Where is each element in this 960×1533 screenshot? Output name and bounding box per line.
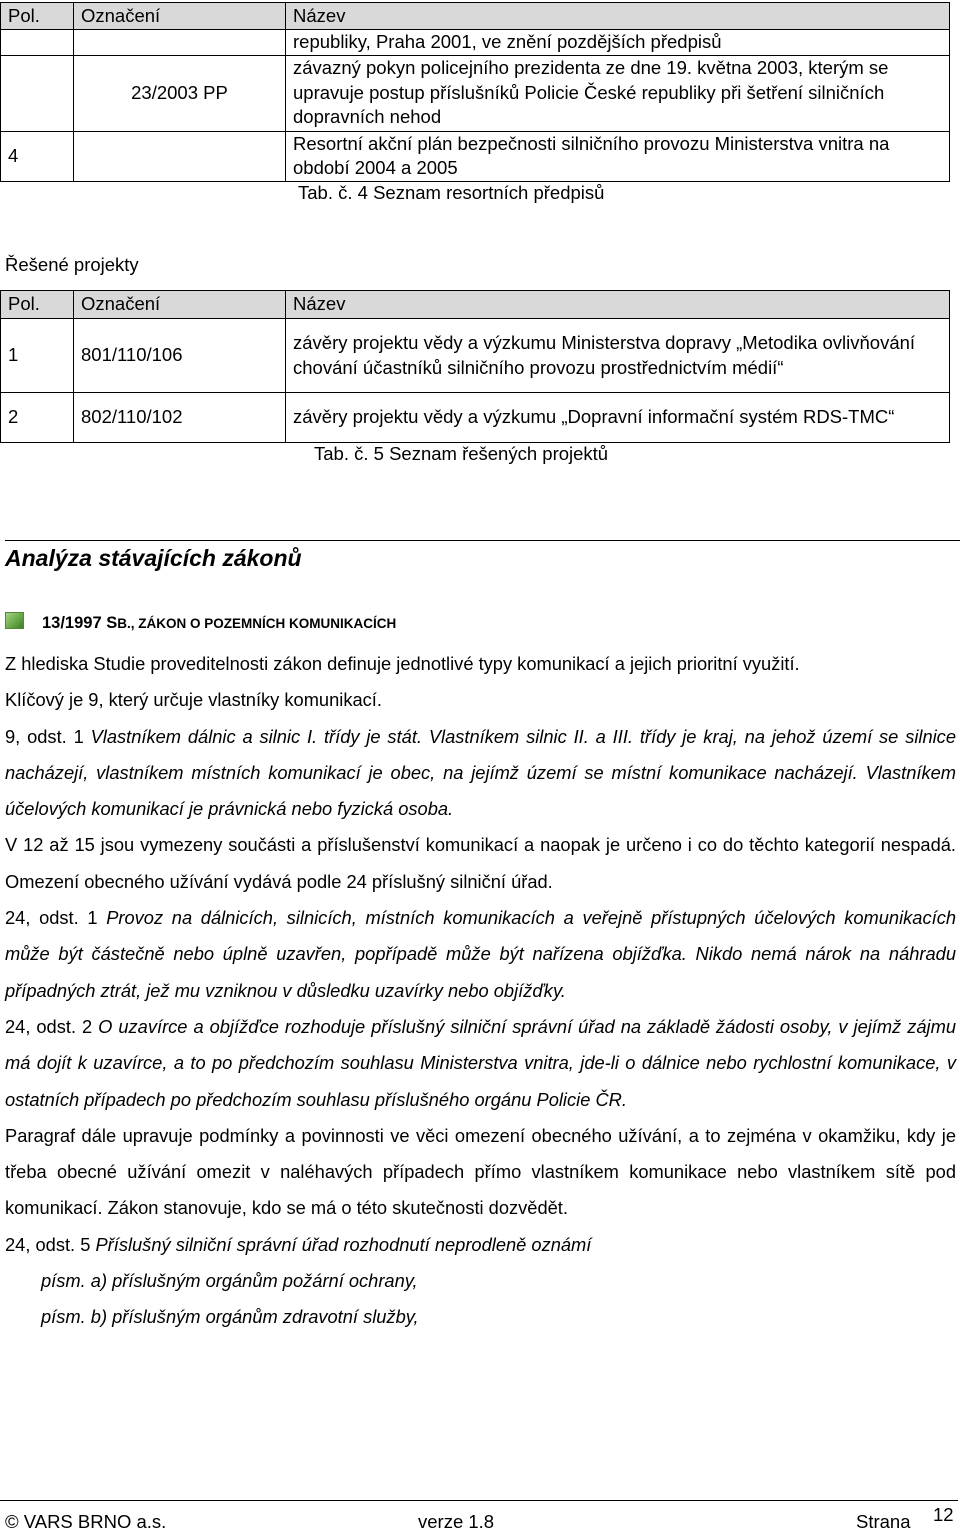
table-row (1, 131, 950, 181)
row-name: závazný pokyn policejního prezidenta ze dne 19. května 2003, kterým se upravuje postup příslušníků Policie České republiky při šetření silničních dopravních nehod (286, 55, 950, 131)
table-row (1, 55, 950, 131)
row-code: 802/110/102 (74, 393, 286, 443)
law-number: 13/1997 S (42, 614, 118, 632)
projects-heading: Řešené projekty (5, 254, 139, 275)
table-row (1, 393, 950, 443)
row-name: Resortní akční plán bezpečnosti silničního provozu Ministerstva vnitra na období 2004 a 2005 (286, 131, 950, 181)
footer-page-label: Strana (856, 1511, 911, 1532)
row-name: závěry projektu vědy a výzkumu Ministerstva dopravy „Metodika ovlivňování chování účastníků silničního provozu prostřednictvím médií“ (286, 319, 950, 393)
table-header-row (1, 291, 950, 319)
table-row (1, 30, 950, 56)
table-caption: Tab. č. 5 Seznam řešených projektů (314, 443, 609, 464)
law-title: B., ZÁKON O POZEMNÍCH KOMUNIKACÍCH (117, 616, 397, 631)
paragraph: Klíčový je 9, který určuje vlastníky komunikací. (5, 689, 382, 711)
paragraph: 24, odst. 2 O uzavírce a objížďce rozhoduje příslušný silniční správní úřad na základě žádosti osoby, v jejímž zájmu má dojít k uzavírce, a to po předchozím souhlasu Ministerstva vnitra, jde-li o dálnice nebo rychlostní komunikace, v ostatních případech po předchozím souhlasu příslušného orgánu Policie ČR. (5, 1015, 957, 1110)
list-item: písm. b) příslušným orgánům zdravotní služby, (41, 1306, 419, 1328)
row-name: závěry projektu vědy a výzkumu „Dopravní informační systém RDS-TMC“ (286, 393, 950, 443)
paragraph: Paragraf dále upravuje podmínky a povinnosti ve věci omezení obecného užívání, a to zejména v okamžiku, kdy je třeba obecné užívání omezit v naléhavých případech přímo vlastníkem komunikace nebo vlastníkem sítě pod komunikací. Zákon stanovuje, kdo se má o této skutečnosti dozvědět. (5, 1124, 956, 1219)
table-header-row (1, 3, 950, 30)
projects-table (0, 290, 950, 443)
paragraph: 9, odst. 1 Vlastníkem dálnic a silnic I. třídy je stát. Vlastníkem silnic II. a III. třídy je kraj, na jehož území se silnice nacházejí, vlastníkem místních komunikací je obec, na jejímž území se místní komunikace nacházejí. Vlastníkem účelových komunikací je právnická nebo fyzická osoba. (5, 725, 956, 820)
header-code: Označení (74, 3, 286, 30)
paragraph: Z hlediska Studie proveditelnosti zákon definuje jednotlivé typy komunikací a jejich prioritní využití. (5, 653, 800, 674)
page-footer (0, 1500, 958, 1533)
paragraph: V 12 až 15 jsou vymezeny součásti a příslušenství komunikací a naopak je určeno i co do těchto kategorií nespadá. Omezení obecného užívání vydává podle 24 příslušný silniční úřad. (5, 834, 956, 892)
green-square-bullet-icon (5, 612, 24, 629)
row-pol: 2 (1, 393, 74, 443)
header-pol: Pol. (1, 291, 74, 319)
table-caption: Tab. č. 4 Seznam resortních předpisů (298, 182, 605, 203)
row-pol: 4 (1, 131, 74, 181)
footer-company: © VARS BRNO a.s. (5, 1511, 167, 1532)
paragraph: 24, odst. 1 Provoz na dálnicích, silnicích, místních komunikacích a veřejně přístupných účelových komunikacích může být částečně nebo úplně uzavřen, popřípadě může být nařízena objížďka. Nikdo nemá nárok na náhradu případných ztrát, jež mu vzniknou v důsledku uzavírky nebo objížďky. (5, 907, 956, 1001)
row-pol: 1 (1, 319, 74, 393)
regulations-table (0, 2, 950, 182)
paragraph: 24, odst. 5 Příslušný silniční správní úřad rozhodnutí neprodleně oznámí (5, 1233, 592, 1255)
header-pol: Pol. (1, 3, 74, 30)
footer-version: verze 1.8 (418, 1511, 495, 1532)
footer-page-number: 12 (933, 1504, 954, 1525)
list-item: písm. a) příslušným orgánům požární ochrany, (41, 1270, 418, 1292)
law-heading (5, 612, 396, 633)
section-title: Analýza stávajících zákonů (5, 540, 960, 572)
body-text (5, 646, 956, 1336)
header-name: Název (286, 3, 950, 30)
header-name: Název (286, 291, 950, 319)
row-name: republiky, Praha 2001, ve znění pozdějších předpisů (286, 30, 950, 56)
table-row (1, 319, 950, 393)
header-code: Označení (74, 291, 286, 319)
row-code: 801/110/106 (74, 319, 286, 393)
row-code: 23/2003 PP (74, 55, 286, 131)
